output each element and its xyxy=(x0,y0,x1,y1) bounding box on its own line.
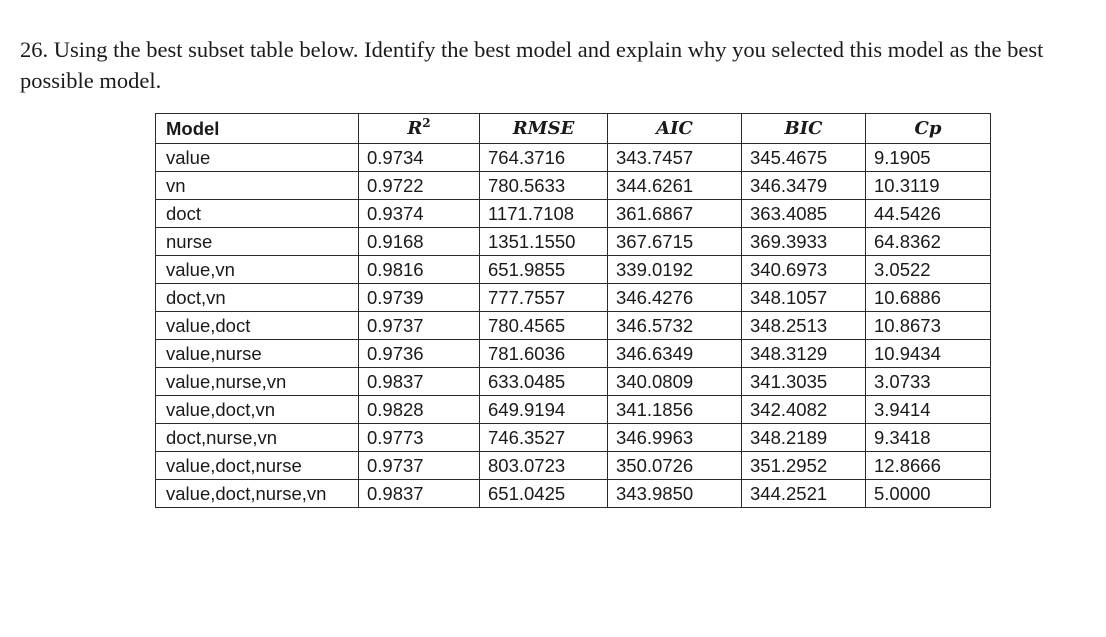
cell-model: doct,nurse,vn xyxy=(156,424,359,452)
cell-bic: 344.2521 xyxy=(742,480,866,508)
cell-bic: 348.2513 xyxy=(742,312,866,340)
cell-model: value,vn xyxy=(156,256,359,284)
table-row xyxy=(156,312,991,340)
cell-rmse: 803.0723 xyxy=(480,452,608,480)
header-model: Model xyxy=(156,114,359,144)
cell-r-squared: 0.9722 xyxy=(359,172,480,200)
table-body xyxy=(156,144,991,508)
cell-rmse: 651.9855 xyxy=(480,256,608,284)
cell-aic: 343.7457 xyxy=(608,144,742,172)
cell-bic: 346.3479 xyxy=(742,172,866,200)
cell-model: doct,vn xyxy=(156,284,359,312)
cell-aic: 344.6261 xyxy=(608,172,742,200)
question-text: 26. Using the best subset table below. Identify the best model and explain why you selected this model as the best possible model. xyxy=(20,37,1044,93)
cell-rmse: 1171.7108 xyxy=(480,200,608,228)
cell-cp: 44.5426 xyxy=(866,200,991,228)
cell-r-squared: 0.9736 xyxy=(359,340,480,368)
table-row xyxy=(156,424,991,452)
cell-bic: 348.3129 xyxy=(742,340,866,368)
cell-cp: 10.8673 xyxy=(866,312,991,340)
cell-aic: 367.6715 xyxy=(608,228,742,256)
cell-rmse: 1351.1550 xyxy=(480,228,608,256)
cell-rmse: 633.0485 xyxy=(480,368,608,396)
cell-r-squared: 0.9837 xyxy=(359,368,480,396)
cell-bic: 369.3933 xyxy=(742,228,866,256)
table-header-row xyxy=(156,114,991,144)
header-rmse: RMSE xyxy=(480,114,608,144)
cell-rmse: 651.0425 xyxy=(480,480,608,508)
cell-cp: 9.1905 xyxy=(866,144,991,172)
cell-bic: 363.4085 xyxy=(742,200,866,228)
cell-r-squared: 0.9737 xyxy=(359,312,480,340)
cell-r-squared: 0.9837 xyxy=(359,480,480,508)
cell-cp: 10.6886 xyxy=(866,284,991,312)
table-row xyxy=(156,228,991,256)
cell-r-squared: 0.9374 xyxy=(359,200,480,228)
cell-rmse: 780.4565 xyxy=(480,312,608,340)
cell-cp: 3.0733 xyxy=(866,368,991,396)
cell-bic: 340.6973 xyxy=(742,256,866,284)
cell-r-squared: 0.9773 xyxy=(359,424,480,452)
cell-cp: 3.0522 xyxy=(866,256,991,284)
table-row xyxy=(156,200,991,228)
cell-bic: 348.2189 xyxy=(742,424,866,452)
cell-r-squared: 0.9168 xyxy=(359,228,480,256)
cell-r-squared: 0.9739 xyxy=(359,284,480,312)
cell-r-squared: 0.9828 xyxy=(359,396,480,424)
best-subset-table-container xyxy=(155,113,991,508)
header-bic: BIC xyxy=(742,114,866,144)
cell-model: value,doct,nurse,vn xyxy=(156,480,359,508)
cell-rmse: 764.3716 xyxy=(480,144,608,172)
cell-bic: 345.4675 xyxy=(742,144,866,172)
cell-model: value,nurse xyxy=(156,340,359,368)
table-row xyxy=(156,452,991,480)
cell-bic: 342.4082 xyxy=(742,396,866,424)
cell-rmse: 781.6036 xyxy=(480,340,608,368)
table-row xyxy=(156,480,991,508)
cell-bic: 341.3035 xyxy=(742,368,866,396)
table-row xyxy=(156,172,991,200)
cell-model: nurse xyxy=(156,228,359,256)
cell-cp: 12.8666 xyxy=(866,452,991,480)
cell-cp: 9.3418 xyxy=(866,424,991,452)
table-row xyxy=(156,368,991,396)
cell-aic: 346.5732 xyxy=(608,312,742,340)
cell-rmse: 746.3527 xyxy=(480,424,608,452)
cell-r-squared: 0.9816 xyxy=(359,256,480,284)
header-r-squared-base: R xyxy=(407,118,423,139)
table-row xyxy=(156,256,991,284)
cell-cp: 5.0000 xyxy=(866,480,991,508)
table-row xyxy=(156,396,991,424)
cell-aic: 343.9850 xyxy=(608,480,742,508)
header-r-squared xyxy=(359,114,480,144)
cell-model: value,doct xyxy=(156,312,359,340)
cell-cp: 10.9434 xyxy=(866,340,991,368)
table-row xyxy=(156,340,991,368)
cell-aic: 346.4276 xyxy=(608,284,742,312)
cell-aic: 346.9963 xyxy=(608,424,742,452)
header-aic: AIC xyxy=(608,114,742,144)
cell-r-squared: 0.9737 xyxy=(359,452,480,480)
cell-rmse: 777.7557 xyxy=(480,284,608,312)
best-subset-table xyxy=(155,113,991,508)
cell-bic: 351.2952 xyxy=(742,452,866,480)
cell-model: value,nurse,vn xyxy=(156,368,359,396)
header-r-squared-sup: 2 xyxy=(422,116,431,130)
cell-aic: 361.6867 xyxy=(608,200,742,228)
cell-rmse: 649.9194 xyxy=(480,396,608,424)
header-cp: Cp xyxy=(866,114,991,144)
cell-cp: 3.9414 xyxy=(866,396,991,424)
cell-model: value,doct,nurse xyxy=(156,452,359,480)
cell-model: value,doct,vn xyxy=(156,396,359,424)
cell-cp: 10.3119 xyxy=(866,172,991,200)
cell-cp: 64.8362 xyxy=(866,228,991,256)
cell-model: doct xyxy=(156,200,359,228)
cell-aic: 340.0809 xyxy=(608,368,742,396)
cell-bic: 348.1057 xyxy=(742,284,866,312)
table-row xyxy=(156,284,991,312)
cell-model: value xyxy=(156,144,359,172)
cell-model: vn xyxy=(156,172,359,200)
cell-rmse: 780.5633 xyxy=(480,172,608,200)
cell-r-squared: 0.9734 xyxy=(359,144,480,172)
table-row xyxy=(156,144,991,172)
cell-aic: 350.0726 xyxy=(608,452,742,480)
cell-aic: 339.0192 xyxy=(608,256,742,284)
cell-aic: 341.1856 xyxy=(608,396,742,424)
cell-aic: 346.6349 xyxy=(608,340,742,368)
